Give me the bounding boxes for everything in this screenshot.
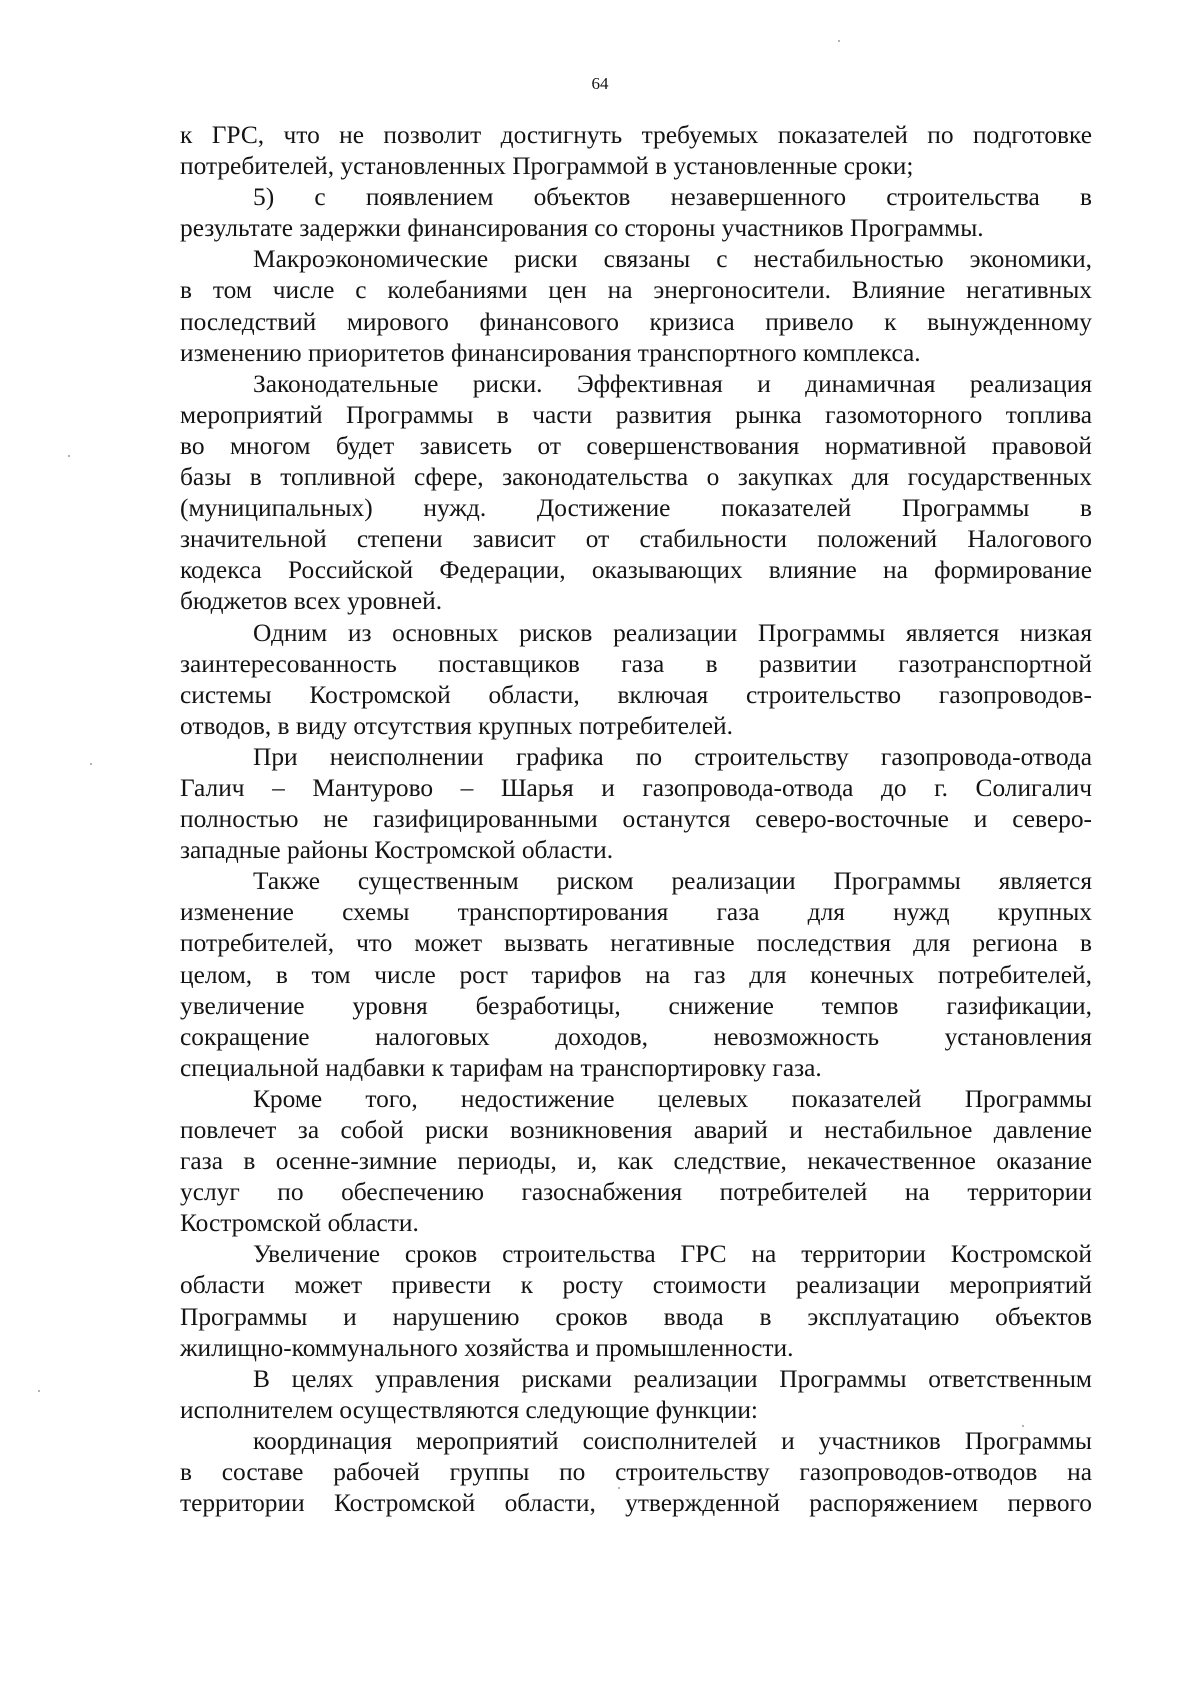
scan-speck (838, 40, 840, 42)
text-line: специальной надбавки к тарифам на транспортировку газа. (180, 1053, 822, 1082)
paragraph (180, 369, 1092, 618)
text-line: последствий мирового финансового кризиса привело к вынужденному (180, 307, 1092, 336)
text-line: повлечет за собой риски возникновения аварий и нестабильное давление (180, 1116, 1092, 1144)
text-line: Костромской области. (180, 1209, 419, 1238)
text-line: жилищно-коммунального хозяйства и промышленности. (180, 1333, 794, 1362)
scan-speck (1022, 1425, 1024, 1427)
paragraph (180, 1364, 1092, 1426)
text-line: западные районы Костромской области. (180, 836, 614, 865)
text-line: Увеличение сроков строительства ГРС на территории Костромской (253, 1240, 1092, 1269)
text-line: газа в осенне-зимние периоды, и, как следствие, некачественное оказание (180, 1147, 1092, 1176)
text-line: мероприятий Программы в части развития рынка газомоторного топлива (180, 400, 1092, 429)
text-line: Галич – Мантурово – Шарья и газопровода-отвода до г. Солигалич (180, 773, 1092, 802)
text-line: системы Костромской области, включая строительство газопроводов- (180, 680, 1092, 709)
page-number: 64 (591, 74, 609, 93)
paragraph (180, 120, 1092, 182)
text-line: результате задержки финансирования со стороны участников Программы. (180, 214, 984, 243)
text-line: При неисполнении графика по строительству газопровода-отвода (253, 742, 1092, 771)
text-line: кодекса Российской Федерации, оказывающих влияние на формирование (180, 556, 1092, 585)
paragraph (180, 244, 1092, 368)
text-line: исполнителем осуществляются следующие функции: (180, 1395, 758, 1424)
text-line: Кроме того, недостижение целевых показателей Программы (253, 1084, 1092, 1113)
paragraph (180, 182, 1092, 244)
text-line: изменение схемы транспортирования газа для нужд крупных (180, 898, 1092, 927)
text-line: области может привести к росту стоимости реализации мероприятий (180, 1271, 1092, 1300)
text-line: в составе рабочей группы по строительству газопроводов-отводов на (180, 1458, 1092, 1487)
text-line: Также существенным риском реализации Программы является (253, 867, 1092, 896)
paragraph (180, 1239, 1092, 1363)
text-line: сокращение налоговых доходов, невозможность установления (180, 1022, 1092, 1051)
scan-speck (68, 455, 70, 457)
text-line: отводов, в виду отсутствия крупных потребителей. (180, 711, 733, 740)
text-line: услуг по обеспечению газоснабжения потребителей на территории (180, 1178, 1092, 1207)
text-line: значительной степени зависит от стабильности положений Налогового (180, 525, 1092, 554)
paragraph (180, 866, 1092, 1084)
text-line: в том числе с колебаниями цен на энергоносители. Влияние негативных (180, 276, 1092, 305)
text-line: увеличение уровня безработицы, снижение темпов газификации, (180, 991, 1092, 1020)
text-line: потребителей, что может вызвать негативные последствия для региона в (180, 929, 1092, 958)
text-line: к ГРС, что не позволит достигнуть требуемых показателей по подготовке (180, 121, 1092, 149)
text-line: во многом будет зависеть от совершенствования нормативной правовой (180, 431, 1092, 460)
text-line: целом, в том числе рост тарифов на газ для конечных потребителей, (180, 960, 1092, 989)
text-line: территории Костромской области, утвержденной распоряжением первого (180, 1489, 1092, 1518)
text-line: Одним из основных рисков реализации Программы является низкая (253, 618, 1092, 647)
scan-speck (90, 763, 92, 765)
paragraph (180, 742, 1092, 866)
text-line: координация мероприятий соисполнителей и участников Программы (253, 1426, 1092, 1455)
text-line: Программы и нарушению сроков ввода в эксплуатацию объектов (180, 1302, 1092, 1331)
text-line: потребителей, установленных Программой в установленные сроки; (180, 152, 914, 181)
text-line: базы в топливной сфере, законодательства о закупках для государственных (180, 463, 1092, 492)
paragraph (180, 618, 1092, 742)
text-line: полностью не газифицированными останутся северо-восточные и северо- (180, 805, 1092, 834)
text-line: Законодательные риски. Эффективная и динамичная реализация (253, 369, 1092, 398)
text-line: Макроэкономические риски связаны с нестабильностью экономики, (253, 245, 1092, 274)
text-line: изменению приоритетов финансирования транспортного комплекса. (180, 338, 921, 367)
paragraph (180, 1426, 1092, 1519)
document-body (180, 120, 1092, 1519)
text-line: бюджетов всех уровней. (180, 587, 443, 616)
text-line: (муниципальных) нужд. Достижение показателей Программы в (180, 494, 1092, 523)
paragraph (180, 1084, 1092, 1239)
text-line: 5) с появлением объектов незавершенного строительства в (253, 183, 1092, 212)
text-line: заинтересованность поставщиков газа в развитии газотранспортной (180, 649, 1092, 678)
text-line: В целях управления рисками реализации Программы ответственным (253, 1364, 1092, 1393)
scan-speck (38, 1390, 40, 1392)
scan-speck (618, 1487, 620, 1489)
